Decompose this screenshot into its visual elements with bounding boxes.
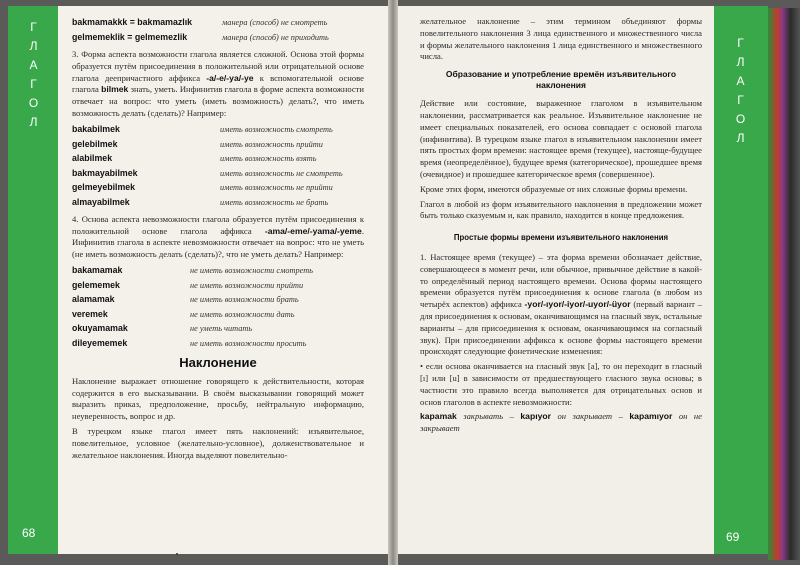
word-pair-row xyxy=(72,31,364,46)
left-page-number: 68 xyxy=(22,526,36,540)
turkish-word: gelememek xyxy=(72,279,120,290)
russian-gloss: иметь возможность смотреть xyxy=(220,125,333,135)
page-speck xyxy=(176,553,178,555)
band-letter: Л xyxy=(29,115,39,129)
paragraph-indicative: Действие или состояние, выраженное глаголом в изъявительном наклонении, рассматривается как реальное. Изъявительное наклонение не имеет специальных показателей, его основа совпадает с основой глагола (инфинитива). В турецком языке глагол в изъявительном наклонении имеет пять простых форм времени: настоящее время (текущее), настояще-будущее время (неопределённое), будущее время (категорическое), прошедшее время (очевидное) и прошедшее категорическое время (совершенное). xyxy=(420,98,702,179)
russian-gloss: иметь возможность не смотреть xyxy=(220,168,343,178)
turkish-word: gelmeyebilmek xyxy=(72,182,136,193)
vocab-row xyxy=(72,181,364,196)
vocab-row xyxy=(72,293,364,308)
turkish-word: alabilmek xyxy=(72,153,113,164)
section-heading-simple-tenses: Простые формы времени изъявительного наклонения xyxy=(453,233,669,243)
russian-gloss: не иметь возможности дать xyxy=(190,309,295,319)
turkish-word: bakabilmek xyxy=(72,124,120,135)
left-text-column xyxy=(72,16,364,464)
russian-gloss: иметь возможность прийти xyxy=(220,139,323,149)
paragraph-imperative-optative: желательное наклонение – этим термином объединяют формы повелительного наклонения 3 лица единственного и множественного числа и формы желательного наклонения 1 лица единственного и множественного числа. xyxy=(420,16,702,62)
turkish-word: dileyememek xyxy=(72,337,128,348)
russian-gloss: не уметь читать xyxy=(190,324,253,334)
section-heading-mood: Наклонение xyxy=(179,354,257,370)
band-letter: А xyxy=(736,74,746,88)
vocab-row xyxy=(72,307,364,322)
right-text-column xyxy=(420,16,702,438)
turkish-word: okuyamamak xyxy=(72,323,128,334)
paragraph-predicate: Глагол в любой из форм изъявительного наклонения в предложении может быть только сказуемым и, как правило, находится в конце предложения. xyxy=(420,198,702,221)
left-vertical-title xyxy=(26,20,42,134)
paragraph-aspect-possibility: 3. Форма аспекта возможности глагола является сложной. Основа этой формы образуется путём присоединения в положительной или отрицательной основе глагола деепричастного аффикса -a/-e/-ya/-ye к вспомогательной основе глагола bilmek знать, уметь. Инфинитив глагола в форме аспекта возможности отвечает на вопрос: что уметь (иметь возможность) делать?, что иметь возможность делать (сделать)? Например: xyxy=(72,49,365,118)
turkish-word: bakmayabilmek xyxy=(72,167,138,178)
section-heading-tenses: Образование и употребление времён изъявительного наклонения xyxy=(445,69,677,91)
vocab-row xyxy=(72,195,364,210)
band-letter: О xyxy=(735,112,747,126)
paragraph-phonetic-rule: • если основа оканчивается на гласный звук [a], то он переходит в гласный [ı] или [u] в зависимости от предшествующего гласного звука основы; в частности это правило всегда выполняется для отрицательных основ и основ глаголов в аспекте невозможности: xyxy=(420,361,702,407)
russian-gloss: иметь возможность не прийти xyxy=(220,183,333,193)
band-letter: А xyxy=(29,58,39,72)
vocab-row xyxy=(72,336,364,351)
russian-gloss: иметь возможность взять xyxy=(220,154,317,164)
vocab-row xyxy=(72,264,364,279)
vocab-row xyxy=(72,137,364,152)
russian-gloss: не иметь возможности смотреть xyxy=(190,266,314,276)
band-letter: Г xyxy=(30,77,38,91)
turkish-word: almayabilmek xyxy=(72,196,130,207)
band-letter: Г xyxy=(737,93,745,107)
band-letter: Л xyxy=(29,39,39,53)
vocab-row xyxy=(72,152,364,167)
paragraph-present-tense: 1. Настоящее время (текущее) – эта форма времени обозначает действие, совершающееся в момент речи, или обычное, привычное действие в какой-то определённый период настоящего времени. Основа формы настоящего времени образуется путём присоединения к основе глагола (в любом из четырёх аспектов) аффикса -yor/-ıyor/-iyor/-uyor/-üyor (первый вариант – для присоединения к основам, оканчивающимся на гласный звук, остальные варианты – для присоединения к основам, оканчивающимся на согласный звук). При присоединении аффикса к основе формы настоящего времени происходят следующие фонетические изменения: xyxy=(420,251,702,357)
russian-gloss: не иметь возможности прийти xyxy=(190,280,304,290)
turkish-word: bakmamakkk = bakmamazlık xyxy=(72,17,193,28)
vocab-row xyxy=(72,278,364,293)
vocab-row xyxy=(72,166,364,181)
russian-gloss: не иметь возможности брать xyxy=(190,295,299,305)
paragraph-aspect-impossibility: 4. Основа аспекта невозможности глагола образуется путём присоединения к положительной основе глагола аффикса -ama/-eme/-yama/-yeme. Инфинитив глагола в аспекте невозможности отвечает на вопрос: что не уметь (не иметь возможность делать (сделать)?, что не уметь делать? Например: xyxy=(72,213,364,260)
russian-gloss: манера (способ) не смотреть xyxy=(222,18,328,28)
example-line: kapamak закрывать – kapıyor он закрывает – kapamıyor он не закрывает xyxy=(420,411,702,434)
right-page-number: 69 xyxy=(726,530,740,544)
turkish-word: alamamak xyxy=(72,294,115,305)
right-vertical-title xyxy=(733,36,749,150)
vocab-row xyxy=(72,322,364,337)
turkish-word: gelmemeklik = gelmemezlik xyxy=(72,31,188,42)
vocab-row xyxy=(72,123,364,138)
turkish-word: veremek xyxy=(72,308,108,319)
band-letter: Л xyxy=(736,131,746,145)
russian-gloss: не иметь возможности просить xyxy=(190,338,307,348)
russian-gloss: иметь возможность не брать xyxy=(220,197,329,207)
band-letter: Г xyxy=(30,20,38,34)
russian-gloss: манера (способ) не приходить xyxy=(222,32,329,42)
paragraph-mood-types: В турецком языке глагол имеет пять наклонений: изъявительное, повелительное, условное (желательно-условное), долженствовательное и желательное наклонения. Иногда выделяют повелительно- xyxy=(72,425,364,460)
band-letter: Л xyxy=(736,55,746,69)
band-letter: Г xyxy=(737,36,745,50)
turkish-word: gelebilmek xyxy=(72,138,118,149)
turkish-word: bakamamak xyxy=(72,265,123,276)
paragraph-mood-definition: Наклонение выражает отношение говорящего к действительности, которая содержится в его высказывании. В своём высказывании говорящий может выразить приказ, предположение, просьбу, нейтральную информацию, неуверенность, вопрос и др. xyxy=(72,375,364,422)
paragraph-complex-forms: Кроме этих форм, имеются образуемые от них сложные формы времени. xyxy=(420,183,688,194)
band-letter: О xyxy=(28,96,40,110)
word-pair-row xyxy=(72,16,364,31)
book-gutter xyxy=(388,0,398,565)
page-edge xyxy=(768,8,800,560)
